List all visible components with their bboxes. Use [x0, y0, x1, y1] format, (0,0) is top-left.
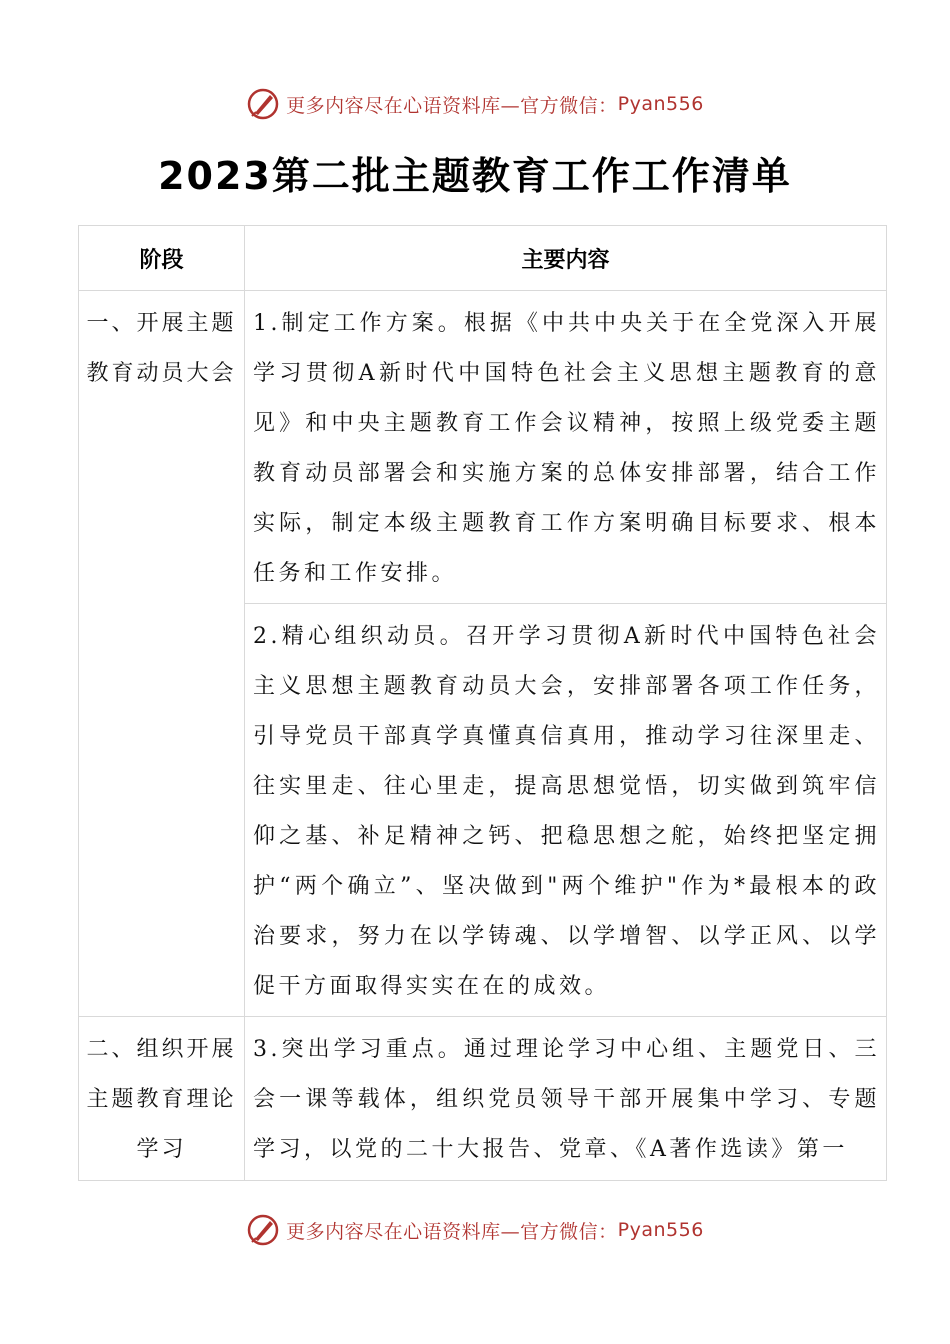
pen-logo-icon	[246, 87, 280, 121]
banner-brand: Pyan556	[617, 93, 704, 115]
header-stage: 阶段	[79, 226, 245, 291]
table-header-row	[79, 226, 887, 291]
header-content: 主要内容	[245, 226, 887, 291]
table-row	[79, 1017, 887, 1181]
document-title: 2023第二批主题教育工作工作清单	[158, 154, 792, 198]
stage-1-name: 一、开展主题教育动员大会	[79, 291, 245, 1017]
work-plan-table	[78, 225, 887, 1181]
banner-brand: Pyan556	[617, 1219, 704, 1241]
table-row	[79, 291, 887, 604]
stage-2-name: 二、组织开展主题教育理论学习	[79, 1017, 245, 1181]
header-banner	[0, 84, 950, 124]
item-2: 2.精心组织动员。召开学习贯彻A新时代中国特色社会主义思想主题教育动员大会，安排部署各项工作任务，引导党员干部真学真懂真信真用，推动学习往深里走、往实里走、往心里走，提高思想觉悟，切实做到筑牢信仰之基、补足精神之钙、把稳思想之舵，始终把坚定拥护“两个确立”、坚决做到"两个维护"作为*最根本的政治要求，努力在以学铸魂、以学增智、以学正风、以学促干方面取得实实在在的成效。	[245, 604, 887, 1017]
banner-text: 更多内容尽在心语资料库—官方微信：	[286, 1220, 618, 1243]
item-1: 1.制定工作方案。根据《中共中央关于在全党深入开展学习贯彻A新时代中国特色社会主义思想主题教育的意见》和中央主题教育工作会议精神，按照上级党委主题教育动员部署会和实施方案的总体安排部署，结合工作实际，制定本级主题教育工作方案明确目标要求、根本任务和工作安排。	[245, 291, 887, 604]
footer-banner	[0, 1210, 950, 1250]
banner-text: 更多内容尽在心语资料库—官方微信：	[286, 94, 618, 117]
item-3: 3.突出学习重点。通过理论学习中心组、主题党日、三会一课等载体，组织党员领导干部开展集中学习、专题学习，以党的二十大报告、党章、《A著作选读》第一	[245, 1017, 887, 1181]
pen-logo-icon	[246, 1213, 280, 1247]
